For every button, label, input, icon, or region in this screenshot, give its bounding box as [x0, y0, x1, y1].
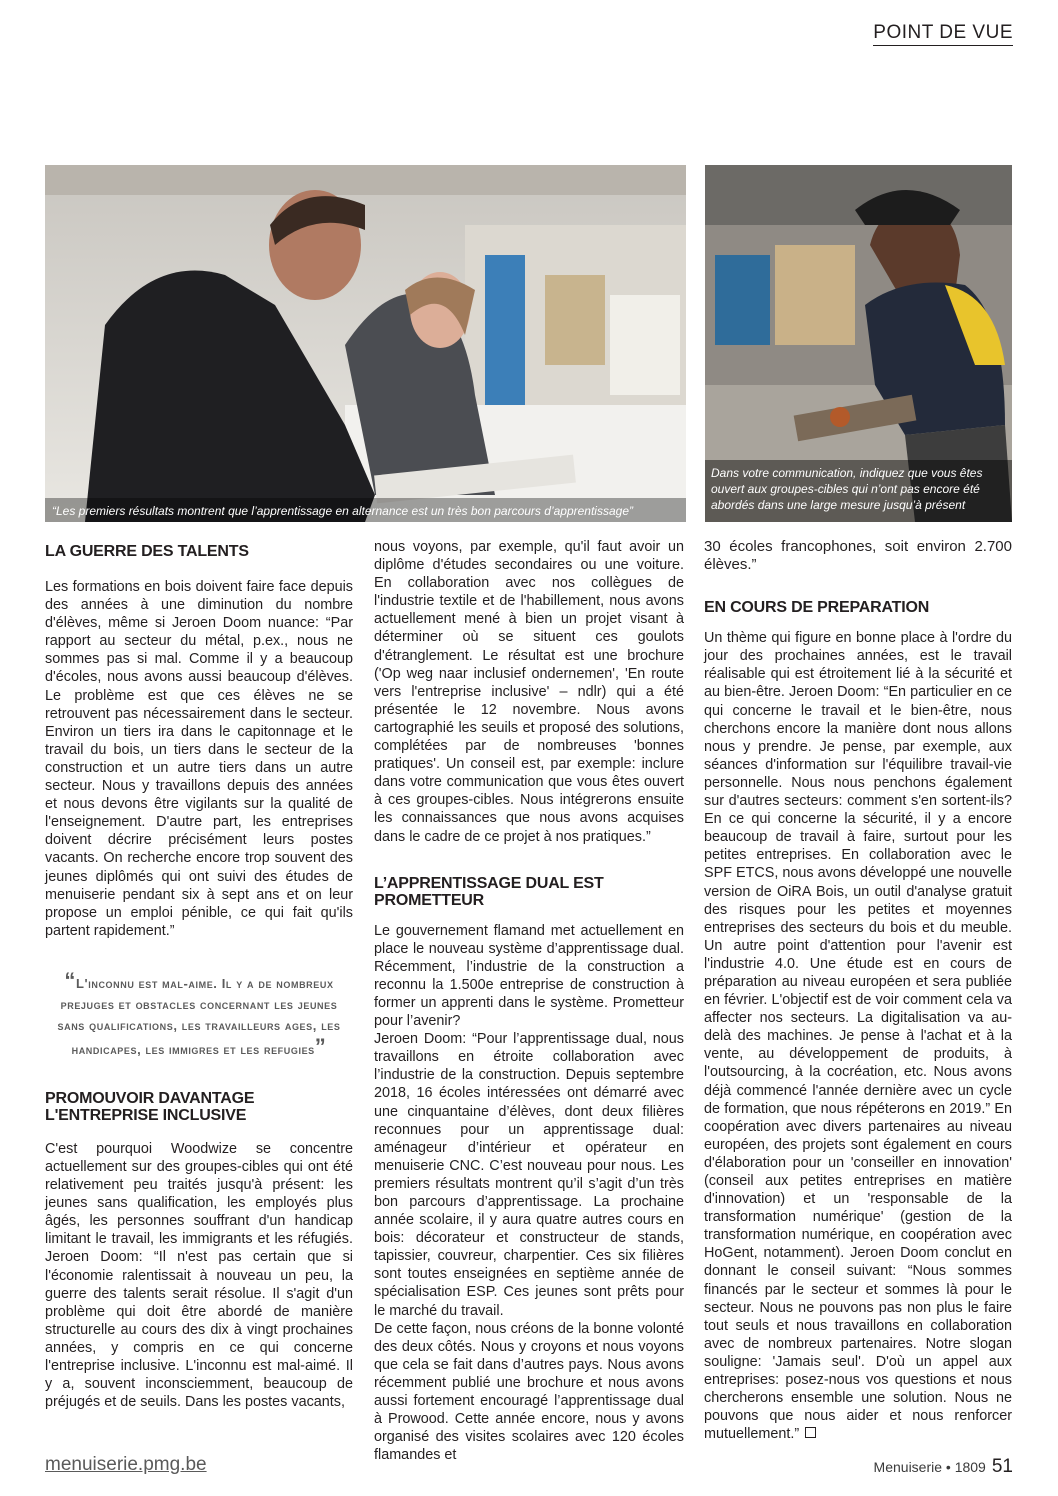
page-number: 51: [991, 1456, 1013, 1477]
magazine-issue: Menuiserie • 1809: [873, 1459, 986, 1475]
paragraph: Jeroen Doom: “Pour l’apprentissage dual, nous travaillons en étroite collaboration avec l’industrie de la construction. Depuis septembre 2018, 16 écoles intéressées ont démarré avec une cinquantaine d’élèves, dont deux filières reconnues pour un apprentissage dual: aménageur d’intérieur et opérateur en menuiserie CNC. C’est nouveau pour nous. Les premiers résultats montrent qu’il s’agit d’un très bon parcours d’apprentissage. La prochaine année scolaire, il y aura quatre autres cours en bois: décorateur et constructeur de stands, tapissier, couvreur, charpentier. Ces six filières sont toutes enseignées en septième année de spécialisation ESP. Ces jeunes sont prêts pour le marché du travail.: [374, 1031, 684, 1319]
paragraph: nous voyons, par exemple, qu'il faut avoir un diplôme d'études secondaires ou une voiture. En collaboration avec nos collègues de l'industrie textile et de l'habillement, nous avons actuellement mené à bien un projet visant à déterminer où se situent ces goulots d'étranglement. Le résultat est une brochure ('Op weg naar inclusief ondernemen', 'En route vers l'entreprise inclusive' – ndlr) qui a été présentée le 12 novembre. Nous avons cartographié les seuils et proposé des solutions, complétées par de nombreuses 'bonnes pratiques'. Un conseil est, par exemple: inclure dans votre communication que vous êtes ouvert à ces groupes-cibles. Nous intégrerons ensuite les connaissances que nous avons acquises dans le cadre de ce projet à nos pratiques.”: [374, 539, 684, 845]
article-column-2: [374, 538, 684, 1464]
heading-en-cours-preparation: EN COURS DE PREPARATION: [704, 599, 930, 617]
photo-left-caption: “Les premiers résultats montrent que l’apprentissage en alternance est un très bon parcours d’apprentissage”: [52, 504, 633, 518]
end-of-article-icon: [805, 1427, 816, 1438]
paragraph: Le gouvernement flamand met actuellement en place le nouveau système d’apprentissage dual. Récemment, l’industrie de la construction a reconnu la 1.500e entreprise de construction à former un apprenti dans le système. Prometteur pour l’avenir?: [374, 922, 684, 1030]
pull-quote: [49, 967, 349, 1060]
paragraph-text: Un thème qui figure en bonne place à l'ordre du jour des prochaines années, est le travail réalisable qui est étroitement lié à la sécurité et au bien-être. Jeroen Doom: “En particulier en ce qui concerne le travail et le bien-être, nous cherchons encore la manière dont nous allons nous y prendre. Je pense, par exemple, aux séances d'information sur l'équilibre travail-vie personnelle. Nous nous penchons également sur d'autres secteurs: comment s'en sortent-ils? En ce qui concerne la sécurité, il y a encore beaucoup de travail à faire, surtout pour les petites entreprises. En collaboration avec le SPF ETCS, nous avons développé une nouvelle version de OiRA Bois, un outil d'analyse gratuit des risques pour les petites et moyennes entreprises des secteurs du bois et du meuble. Un autre point d'attention pour l'avenir est l'industrie 4.0. Une étude est en cours de préparation au niveau européen et sera publiée en février. L'objectif est de voir comment cela va affecter nos secteurs. La digitalisation va au-delà des machines. Je pense à l'achat et à la vente, au développement de produits, à l'outsourcing, à la cocréation, etc. Nous avons déjà commencé l'année dernière avec un cycle de formation, que nous répéterons en 2019.” En coopération avec divers partenaires au niveau européen, des projets sont également en cours d'élaboration pour un 'conseiller en innovation' (conseil aux petites entreprises en matière d'innovation) et un 'responsable de la transformation numérique' (gestion de la transformation numérique, en coopération avec HoGent, notamment). Jeroen Doom conclut en donnant le conseil suivant: “Nous sommes financés par le secteur et sommes là pour le secteur. Nous ne pouvons pas non plus le faire tout seuls et nous travaillons en collaboration avec de nombreux partenaires. Notre slogan souligne: 'Jamais seul'. D'où un appel aux entreprises: posez-nous vos questions et nous chercherons ensemble une solution. Nous ne pouvons que nous aider et nous renforcer mutuellement.”: [704, 630, 1012, 1443]
footer-page-info: [874, 1456, 1013, 1478]
section-tag: POINT DE VUE: [873, 22, 1013, 46]
open-quote-mark: “: [64, 967, 77, 993]
heading-apprentissage-dual: L’APPRENTISSAGE DUAL EST PROMETTEUR: [374, 874, 604, 909]
footer-website-link[interactable]: menuiserie.pmg.be: [45, 1454, 207, 1475]
paragraph: Les formations en bois doivent faire face depuis des années à une diminution du nombre d'élèves, même si Jeroen Doom nuance: “Par rapport au secteur du métal, p.ex., nous ne sommes pas si mal. Comme il y a beaucoup d'écoles, nous avons aussi beaucoup d'élèves. Le problème est que ces élèves ne se retrouvent pas nécessairement dans le secteur. Environ un tiers ira dans le capitonnage et le travail du bois, un tiers dans le secteur de la construction et un autre tiers dans un autre secteur. Nous y travaillons depuis des années et nous devons être vigilants sur la qualité de l'enseignement. D'autre part, les entreprises doivent décrire précisément leurs postes vacants. On recherche encore trop souvent des jeunes diplômés qui ont suivi des études de menuiserie pendant six à sept ans et on leur propose un emploi pénible, ce qui fait qu'ils partent rapidement.”: [45, 579, 353, 939]
pull-quote-text: L'inconnu est mal-aime. Il y a de nombreux prejuges et obstacles concernant les jeunes sans qualifications, les travailleurs ages, les handicapes, les immigres et les refugies: [57, 975, 341, 1057]
photo-right-caption: Dans votre communication, indiquez que vous êtes ouvert aux groupes-cibles qui n’ont pas encore été abordés dans une large mesure jusqu’à présent: [711, 466, 983, 512]
article-column-3: [704, 538, 1012, 1443]
paragraph: C'est pourquoi Woodwize se concentre actuellement sur des groupes-cibles qui ont été relativement peu traités jusqu'à présent: les jeunes sans qualification, les employés plus âgés, les personnes souffrant d'un handicap limitant le travail, les immigrants et les réfugiés. Jeroen Doom: “Il n'est pas certain que si l'économie ralentissait à nouveau un peu, la guerre des talents serait résolue. Il s'agit d'un problème qui doit être abordé de manière structurelle au cours des dix à vingt prochaines années, y compris en ce qui concerne l'entreprise inclusive. L'inconnu est mal-aimé. Il y a, souvent inconsciemment, beaucoup de préjugés et de seuils. Dans les postes vacants,: [45, 1140, 353, 1411]
heading-promouvoir-entreprise-inclusive: PROMOUVOIR DAVANTAGE L'ENTREPRISE INCLUSIVE: [45, 1089, 255, 1124]
close-quote-mark: ”: [314, 1033, 327, 1059]
heading-guerre-talents: LA GUERRE DES TALENTS: [45, 543, 249, 560]
paragraph: De cette façon, nous créons de la bonne volonté des deux côtés. Nous y croyons et nous voyons que cela se fait dans d’autres pays. Nous avons récemment publié une brochure et nous avons aussi fortement encouragé l’apprentissage dual à Prowood. Cette année encore, nous y avons organisé des visites scolaires avec 120 écoles flamandes et: [374, 1320, 684, 1464]
paragraph: 30 écoles francophones, soit environ 2.700 élèves.”: [704, 538, 1012, 574]
article-column-1: [45, 538, 353, 1411]
photo-workshop-teacher-student: [45, 165, 686, 522]
paragraph: [704, 629, 1012, 1443]
